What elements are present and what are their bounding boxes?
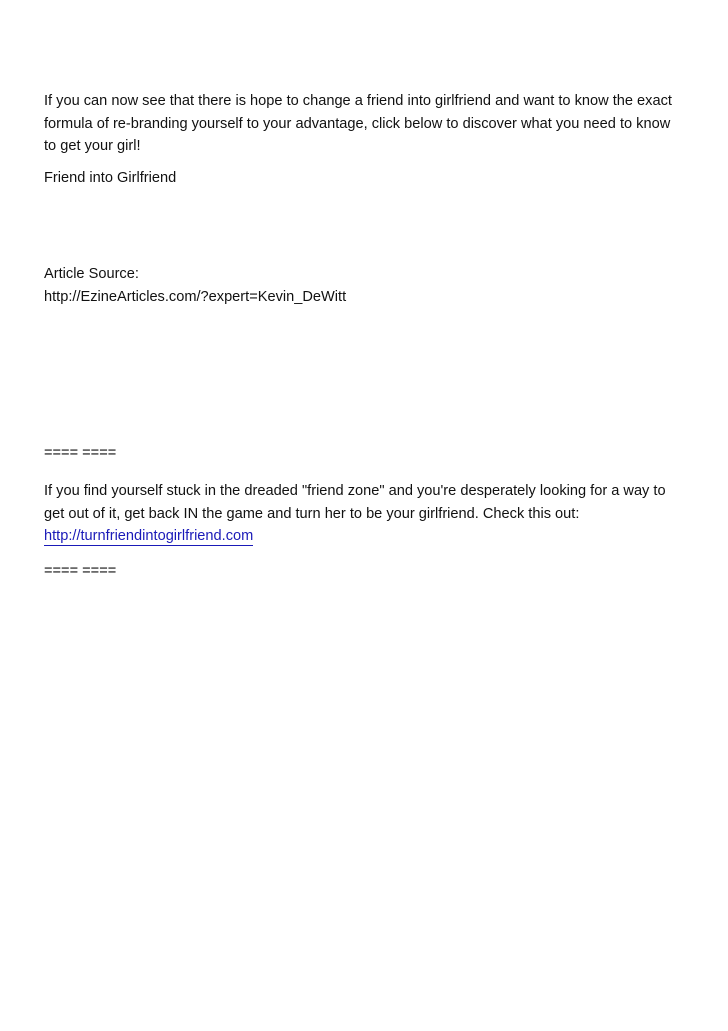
separator-top-text: ==== ==== <box>44 445 117 461</box>
intro-line-1: If you can now see that there is hope to change a friend into girlfriend and want to know the exact <box>44 93 672 109</box>
promo-link-line <box>44 525 694 548</box>
promo-line-1: If you find yourself stuck in the dreaded "friend zone" and you're desperately looking for a way to <box>44 483 666 499</box>
intro-line-3: to get your girl! <box>44 138 141 154</box>
cta-text: Friend into Girlfriend <box>44 170 177 186</box>
intro-paragraph <box>44 90 694 158</box>
cta-paragraph <box>44 167 694 190</box>
promo-link[interactable]: http://turnfriendintogirlfriend.com <box>44 528 254 544</box>
promo-line-2: get out of it, get back IN the game and turn her to be your girlfriend. Check this out: <box>44 505 580 522</box>
intro-line-2: formula of re-branding yourself to your advantage, click below to discover what you need to know <box>44 115 671 132</box>
article-source-block <box>44 263 694 308</box>
separator-bottom <box>44 560 694 583</box>
separator-bottom-text: ==== ==== <box>44 563 117 579</box>
separator-top <box>44 442 694 465</box>
article-source-url: http://EzineArticles.com/?expert=Kevin_DeWitt <box>44 288 347 305</box>
promo-paragraph <box>44 480 694 548</box>
article-source-label: Article Source: <box>44 266 139 282</box>
